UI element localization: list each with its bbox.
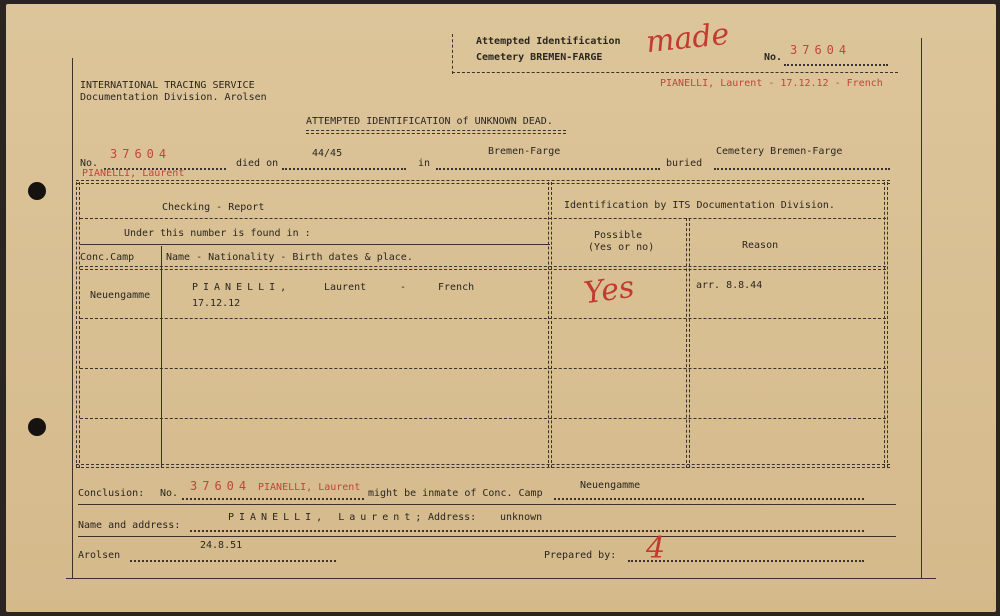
header-box-bottom <box>452 72 898 73</box>
conclusion-label: Conclusion: <box>78 488 145 499</box>
record-no-value: 37604 <box>110 147 172 161</box>
table-columns-rule <box>80 266 886 270</box>
possible-header: Possible <box>594 230 643 241</box>
title-underline <box>306 130 566 134</box>
table-subheader-rule <box>80 244 550 245</box>
conclusion-camp: Neuengamme <box>580 480 641 491</box>
document-card <box>6 4 996 612</box>
address-dots <box>190 530 864 532</box>
under-number-text: Under this number is found in : <box>124 228 311 239</box>
table-top-border <box>76 180 890 184</box>
address-field-label: Address: <box>428 512 477 523</box>
bottom-border <box>66 578 936 579</box>
row-reason: arr. 8.8.44 <box>696 280 763 291</box>
prepared-by-signature: 4 <box>646 531 666 566</box>
org-line1: INTERNATIONAL TRACING SERVICE <box>80 80 255 91</box>
table-row-rule-2 <box>80 368 886 369</box>
footer-place-dots <box>130 560 336 562</box>
row-possible-yes: Yes <box>581 269 637 312</box>
header-line2: Cemetery BREMEN-FARGE <box>476 52 603 63</box>
row-birth: 17.12.12 <box>192 298 241 309</box>
top-right-name-stamp: PIANELLI, Laurent - 17.12.12 - French <box>660 78 883 89</box>
address-name: PIANELLI, Laurent; <box>228 512 427 523</box>
buried-value: Cemetery Bremen-Farge <box>716 146 843 157</box>
in-dots <box>436 168 660 170</box>
row-camp: Neuengamme <box>90 290 151 301</box>
header-line1: Attempted Identification <box>476 36 621 47</box>
in-value: Bremen-Farge <box>488 146 561 157</box>
table-right-border <box>884 182 888 468</box>
row-surname: PIANELLI, <box>192 282 292 293</box>
table-bottom-border <box>76 464 890 468</box>
checking-report-header: Checking - Report <box>162 202 265 213</box>
conclusion-no-dots <box>182 498 364 500</box>
table-header-rule <box>80 218 886 219</box>
possible-subheader: (Yes or no) <box>588 242 655 253</box>
table-reason-divider <box>686 218 690 468</box>
died-dots <box>282 168 406 170</box>
table-mid-divider <box>548 182 552 468</box>
prepared-by-label: Prepared by: <box>544 550 617 561</box>
header-no-label: No. <box>764 52 783 63</box>
identification-header: Identification by ITS Documentation Division. <box>564 200 835 211</box>
table-left-border <box>76 182 80 468</box>
reason-header: Reason <box>742 240 779 251</box>
conclusion-camp-dots <box>554 498 864 500</box>
org-line2: Documentation Division. Arolsen <box>80 92 267 103</box>
conclusion-no-value: 37604 <box>190 479 252 493</box>
handwritten-made: made <box>644 16 731 61</box>
conclusion-rule <box>78 504 896 505</box>
footer-date: 24.8.51 <box>200 540 243 551</box>
table-row-rule-1 <box>80 318 886 319</box>
record-name-stamp: PIANELLI, Laurent <box>82 168 185 179</box>
address-label: Name and address: <box>78 520 181 531</box>
footer-place: Arolsen <box>78 550 121 561</box>
buried-dots <box>714 168 890 170</box>
header-box-left <box>452 34 453 74</box>
table-camp-divider <box>161 246 162 468</box>
conclusion-no-label: No. <box>160 488 179 499</box>
table-row-rule-3 <box>80 418 886 419</box>
page-title: ATTEMPTED IDENTIFICATION of UNKNOWN DEAD. <box>306 116 553 127</box>
died-label: died on <box>236 158 279 169</box>
row-dash: - <box>400 282 407 293</box>
header-no-dots <box>784 64 888 66</box>
row-firstname: Laurent <box>324 282 367 293</box>
header-no-value: 37604 <box>790 43 852 57</box>
conclusion-name-stamp: PIANELLI, Laurent <box>258 482 361 493</box>
punch-hole-bottom <box>28 418 46 436</box>
row-nationality: French <box>438 282 475 293</box>
right-border <box>921 38 922 578</box>
col-camp-header: Conc.Camp <box>80 252 135 263</box>
punch-hole-top <box>28 182 46 200</box>
address-rule <box>78 536 896 537</box>
died-value: 44/45 <box>312 148 343 159</box>
col-name-header: Name - Nationality - Birth dates & place. <box>166 252 413 263</box>
conclusion-text: might be inmate of Conc. Camp <box>368 488 543 499</box>
in-label: in <box>418 158 431 169</box>
buried-label: buried <box>666 158 703 169</box>
left-border <box>72 58 73 578</box>
address-field-value: unknown <box>500 512 543 523</box>
record-no-label: No. <box>80 158 99 169</box>
